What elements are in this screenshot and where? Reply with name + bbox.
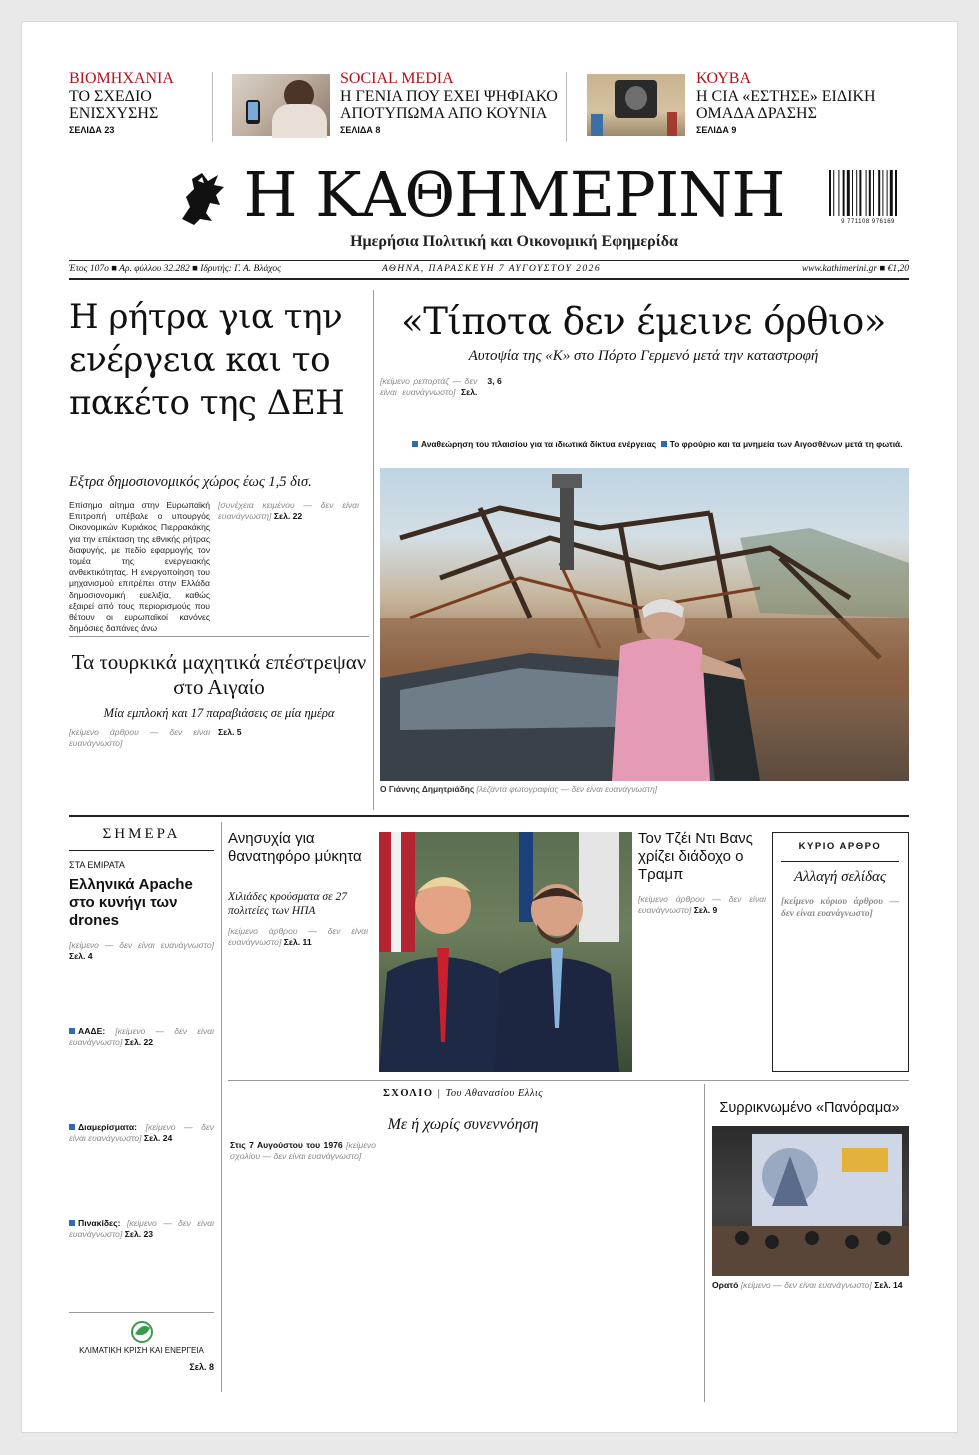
item-ref: Σελ. 22 bbox=[124, 1037, 154, 1048]
divider bbox=[704, 1084, 705, 1402]
teaser-industry[interactable] bbox=[69, 70, 229, 135]
comment-label-row: ΣΧΟΛΙΟ | Του Αθανασίου Ελλις bbox=[382, 1088, 544, 1099]
simera-ref: Σελ. 4 bbox=[69, 951, 93, 962]
barcode-bar bbox=[829, 170, 831, 216]
item-lead: Πινακίδες: bbox=[78, 1218, 121, 1228]
climate-leaf-icon bbox=[125, 1320, 159, 1344]
divider bbox=[221, 822, 222, 1392]
item-placeholder: [κείμενο — δεν είναι ευανάγνωστο] bbox=[69, 1218, 214, 1240]
panorama-body bbox=[712, 1280, 909, 1400]
vance-body bbox=[638, 894, 766, 1072]
fungus-body-placeholder: [κείμενο άρθρου — δεν είναι ευανάγνωστο] bbox=[228, 926, 368, 948]
rule bbox=[69, 278, 909, 280]
newspaper-page bbox=[22, 22, 957, 1432]
rule bbox=[781, 861, 899, 862]
photo-scene bbox=[712, 1126, 909, 1276]
item-ref: Σελ. 24 bbox=[143, 1133, 173, 1144]
barcode-bar bbox=[873, 170, 874, 216]
bullet-square-icon bbox=[69, 1124, 75, 1130]
divider bbox=[373, 290, 374, 810]
lead-body-col2 bbox=[218, 500, 359, 622]
barcode-bar bbox=[856, 170, 857, 216]
photo-person bbox=[667, 112, 677, 136]
comment-headline[interactable]: Με ή χωρίς συνεννόηση bbox=[387, 1116, 539, 1133]
fungus-body bbox=[228, 926, 368, 1072]
main-photo bbox=[380, 468, 909, 781]
simera-item bbox=[69, 1026, 214, 1082]
comment-body-placeholder: [κείμενο σχολίου — δεν είναι ευανάγνωστο] bbox=[230, 1140, 376, 1162]
lead-ref: Σελ. 22 bbox=[273, 511, 303, 522]
barcode-bar bbox=[833, 170, 834, 216]
masthead-subtitle: Ημερήσια Πολιτική και Οικονομική Εφημερίδα bbox=[350, 233, 678, 250]
barcode-bar bbox=[869, 170, 871, 216]
panorama-headline[interactable]: Συρρικνωμένο «Πανόραμα» bbox=[719, 1100, 900, 1116]
bullet-square-icon bbox=[69, 1220, 75, 1226]
comment-author: Του Αθανασίου Ελλις bbox=[445, 1088, 544, 1099]
teaser-category: SOCIAL MEDIA bbox=[340, 70, 454, 87]
divider bbox=[212, 72, 213, 142]
simera-body bbox=[69, 940, 214, 1022]
teaser-cuba[interactable] bbox=[696, 70, 906, 135]
photo-person bbox=[591, 114, 603, 136]
simera-headline[interactable]: Ελληνικά Apache στο κυνήγι των drones bbox=[69, 876, 193, 929]
barcode-bar bbox=[859, 170, 861, 216]
editorial-headline[interactable]: Αλλαγή σελίδας bbox=[793, 869, 887, 885]
dateline-issue: Έτος 107ο ■ Αρ. φύλλου 32.282 ■ Ιδρυτής: Γ. Α. Βλάχος bbox=[69, 264, 282, 274]
panorama-ref: Σελ. 14 bbox=[874, 1280, 903, 1290]
bullet-square-icon bbox=[412, 441, 418, 447]
main-photo-caption bbox=[380, 784, 909, 808]
teaser-photo-phone bbox=[232, 74, 330, 136]
related-link-1[interactable]: Αναθεώρηση του πλαισίου για τα ιδιωτικά δίκτυα ενέργειας bbox=[421, 439, 657, 449]
turkish-headline[interactable]: Τα τουρκικά μαχητικά επέστρεψαν στο Αιγαίο bbox=[71, 650, 367, 699]
teaser-page: ΣΕΛΙΔΑ 9 bbox=[696, 125, 737, 135]
barcode-bar bbox=[882, 170, 883, 216]
item-placeholder: [κείμενο — δεν είναι ευανάγνωστο] bbox=[69, 1026, 214, 1048]
vance-ref: Σελ. 9 bbox=[693, 905, 718, 916]
turkish-body-col2 bbox=[218, 727, 359, 805]
climate-label[interactable]: ΚΛΙΜΑΤΙΚΗ ΚΡΙΣΗ ΚΑΙ ΕΝΕΡΓΕΙΑ bbox=[79, 1346, 204, 1355]
turkish-ref: Σελ. 5 bbox=[218, 727, 242, 737]
comment-body-lead: Στις 7 Αυγούστου του 1976 bbox=[230, 1140, 343, 1150]
item-lead: ΑΑΔΕ: bbox=[78, 1026, 106, 1036]
turkish-body-col1 bbox=[69, 727, 210, 805]
main-related-links[interactable] bbox=[412, 439, 909, 449]
caption-placeholder: [λεζάντα φωτογραφίας — δεν είναι ευανάγνωστη] bbox=[476, 784, 658, 794]
main-headline[interactable]: «Τίποτα δεν έμεινε όρθιο» bbox=[401, 300, 886, 343]
simera-item bbox=[69, 1218, 214, 1274]
dateline-price: www.kathimerini.gr ■ €1,20 bbox=[801, 264, 909, 274]
simera-body-placeholder: [κείμενο — δεν είναι ευανάγνωστο] bbox=[69, 940, 214, 950]
teaser-category: ΒΙΟΜΗΧΑΝΙΑ bbox=[69, 70, 174, 87]
teaser-social-media[interactable] bbox=[340, 70, 570, 135]
photo-scene bbox=[380, 468, 909, 781]
barcode-bar bbox=[890, 170, 893, 216]
teaser-title: Η CIA «ΕΣΤΗΣΕ» ΕΙΔΙΚΗ ΟΜΑΔΑ ΔΡΑΣΗΣ bbox=[696, 88, 876, 122]
teaser-page: ΣΕΛΙΔΑ 23 bbox=[69, 125, 115, 135]
caption-lead: Ο Γιάννης Δημητριάδης bbox=[380, 784, 475, 794]
barcode-bar bbox=[895, 170, 897, 216]
phone-screen bbox=[248, 102, 258, 120]
lead-headline[interactable]: Η ρήτρα για την ενέργεια και το πακέτο της ΔΕΗ bbox=[69, 297, 345, 423]
related-link-2[interactable]: Το φρούριο και τα μνημεία των Αιγοσθένων μετά τη φωτιά. bbox=[669, 439, 903, 449]
lead-body-placeholder: [συνέχεια κειμένου — δεν είναι ευανάγνωστη] bbox=[218, 500, 359, 522]
lead-subhead: Εξτρα δημοσιονομικός χώρος έως 1,5 δισ. bbox=[69, 474, 312, 490]
item-lead: Διαμερίσματα: bbox=[78, 1122, 138, 1132]
barcode-bar bbox=[878, 170, 880, 216]
barcode-bar bbox=[852, 170, 853, 216]
panorama-body-placeholder: [κείμενο — δεν είναι ευανάγνωστο] bbox=[740, 1280, 872, 1290]
fungus-ref: Σελ. 11 bbox=[283, 937, 312, 948]
rule bbox=[69, 850, 214, 851]
panorama-photo bbox=[712, 1126, 909, 1276]
teaser-title: ΤΟ ΣΧΕΔΙΟ ΕΝΙΣΧΥΣΗΣ bbox=[69, 88, 159, 122]
rule bbox=[69, 636, 369, 637]
simera-title: ΣΗΜΕΡΑ bbox=[102, 826, 181, 842]
fungus-subhead: Χιλιάδες κρούσματα σε 27 πολιτείες των ΗΠΑ bbox=[228, 891, 348, 917]
turkish-body-placeholder: [κείμενο άρθρου — δεν είναι ευανάγνωστο] bbox=[69, 727, 210, 749]
teaser-photo-cuba bbox=[587, 74, 685, 136]
rule bbox=[69, 1312, 214, 1313]
editorial-body-placeholder: [κείμενο κύριου άρθρου — δεν είναι ευανάγνωστο] bbox=[781, 897, 899, 919]
comment-body bbox=[230, 1140, 696, 1402]
masthead-title: Η ΚΑΘΗΜΕΡΙΝΗ bbox=[243, 158, 785, 231]
rule bbox=[69, 260, 909, 261]
editorial-label: ΚΥΡΙΟ ΑΡΘΡΟ bbox=[798, 841, 882, 852]
vance-body-placeholder: [κείμενο άρθρου — δεν είναι ευανάγνωστο] bbox=[638, 894, 766, 916]
item-placeholder: [κείμενο — δεν είναι ευανάγνωστο] bbox=[69, 1122, 215, 1144]
rule bbox=[69, 815, 909, 817]
simera-item bbox=[69, 1122, 214, 1178]
comment-label: ΣΧΟΛΙΟ bbox=[382, 1088, 434, 1099]
barcode-bar bbox=[838, 170, 839, 216]
barcode-bar bbox=[843, 170, 845, 216]
barcode-bar bbox=[887, 170, 888, 216]
editorial-body bbox=[781, 897, 899, 1061]
teaser-category: ΚΟΥΒΑ bbox=[696, 70, 751, 87]
panorama-body-lead: Ορατό bbox=[712, 1280, 739, 1290]
dateline-date: ΑΘΗΝΑ, ΠΑΡΑΣΚΕΥΗ 7 ΑΥΓΟΥΣΤΟΥ 2026 bbox=[382, 264, 602, 274]
vance-headline[interactable]: Τον Τζέι Ντι Βανς χρίζει διάδοχο ο Τραμπ bbox=[638, 830, 753, 883]
turkish-subhead: Μία εμπλοκή και 17 παραβιάσεις σε μία ημέρα bbox=[103, 706, 335, 720]
photo-mural-face bbox=[625, 86, 647, 110]
griffin-logo-icon bbox=[172, 167, 230, 227]
photo-scene bbox=[379, 832, 632, 1072]
divider bbox=[566, 72, 567, 142]
main-body-placeholder: [κείμενο ρεπορτάζ — δεν είναι ευανάγνωστο] bbox=[380, 376, 478, 398]
barcode-icon bbox=[827, 170, 909, 226]
bullet-square-icon bbox=[69, 1028, 75, 1034]
main-ref: Σελ. 3, 6 bbox=[461, 376, 502, 398]
simera-section: ΣΤΑ ΕΜΙΡΑΤΑ bbox=[69, 860, 125, 870]
rule bbox=[228, 1080, 909, 1081]
item-ref: Σελ. 23 bbox=[124, 1229, 154, 1240]
bullet-square-icon bbox=[661, 441, 667, 447]
barcode-bar bbox=[847, 170, 850, 216]
main-subhead: Αυτοψία της «Κ» στο Πόρτο Γερμενό μετά την καταστροφή bbox=[468, 348, 819, 364]
barcode-number: 9 771108 976169 bbox=[841, 219, 895, 225]
barcode-bar bbox=[866, 170, 867, 216]
trump-vance-photo bbox=[379, 832, 632, 1072]
lead-body-col1: Επίσημο αίτημα στην Ευρωπαϊκή Επιτροπή υπέβαλε ο υπουργός Οικονομικών Κυριάκος Πιερρακάκης για την επέκταση της εθνικής ρήτρας διαφυγής, με πεδίο εφαρμογής τον τομέα της ενεργειακής ανθεκτικότητας. Η ενεργοποίηση του μηχανισμού επιτρέπει στην Ελλάδα δημοσιονομική ευελιξία, καθώς εξαιρεί από τους περιορισμούς που θέτουν οι ευρωπαϊκοί κανόνες δημόσιες δαπάνες άνω bbox=[69, 500, 210, 634]
editorial-box bbox=[772, 832, 909, 1072]
main-body bbox=[380, 376, 907, 431]
teaser-title: Η ΓΕΝΙΑ ΠΟΥ ΕΧΕΙ ΨΗΦΙΑΚΟ ΑΠΟΤΥΠΩΜΑ ΑΠΟ ΚΟΥΝΙΑ bbox=[340, 88, 558, 122]
photo-figure-body bbox=[272, 104, 327, 138]
climate-ref: Σελ. 8 bbox=[189, 1362, 214, 1372]
teaser-page: ΣΕΛΙΔΑ 8 bbox=[340, 125, 381, 135]
fungus-headline[interactable]: Ανησυχία για θανατηφόρο μύκητα bbox=[228, 830, 362, 865]
